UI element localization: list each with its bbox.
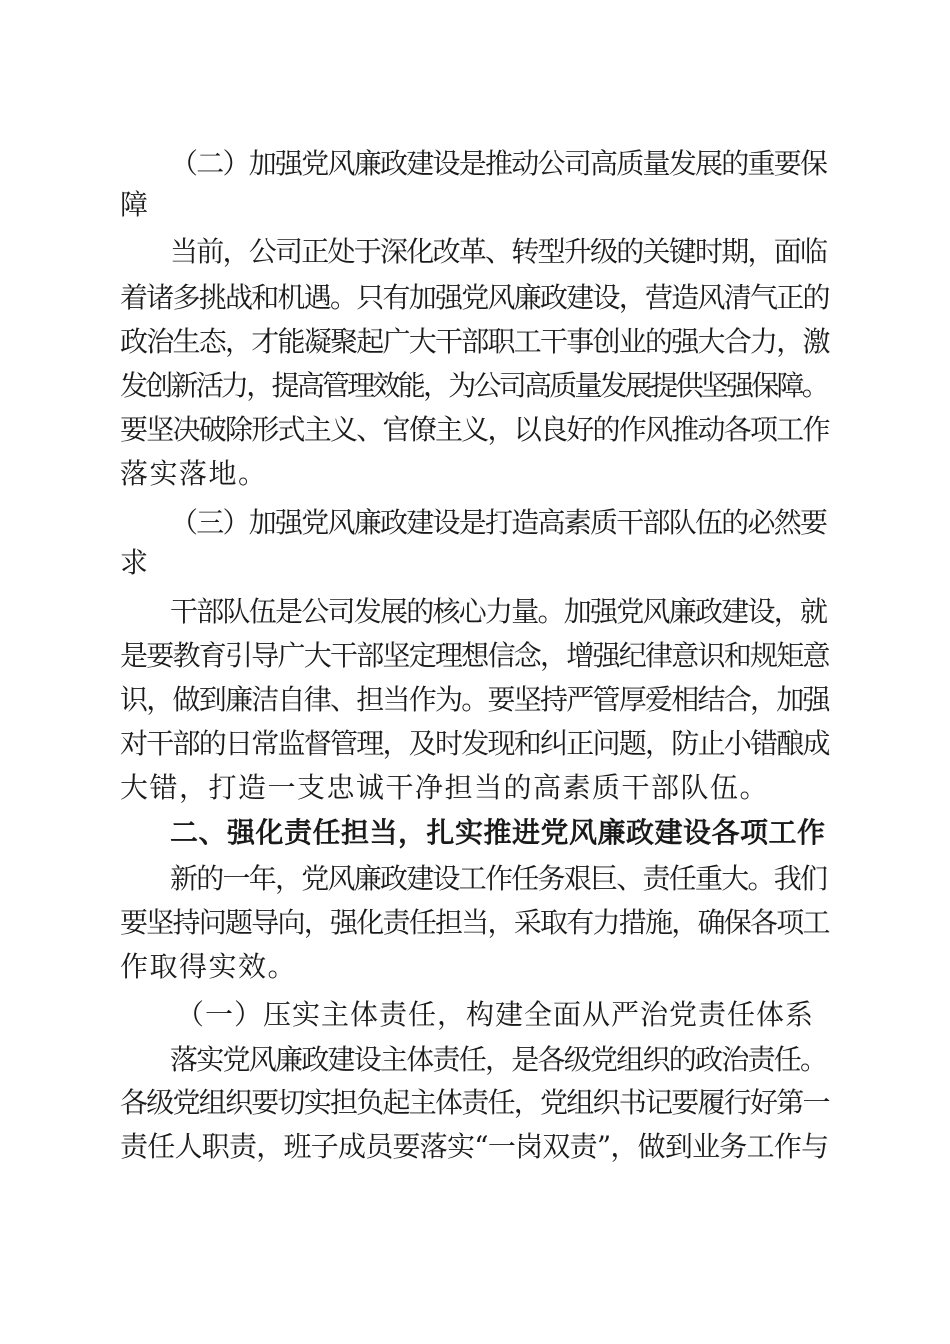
paragraph-line: 大错，打造一支忠诚干净担当的高素质干部队伍。 — [120, 771, 770, 804]
paragraph-line: 各级党组织要切实担负起主体责任，党组织书记要履行好第一 — [120, 1086, 829, 1119]
section-heading-2-line-2: 障 — [120, 188, 150, 221]
paragraph-line: 要坚持问题导向，强化责任担当，采取有力措施，确保各项工 — [120, 906, 829, 939]
paragraph-line: 政治生态，才能凝聚起广大干部职工干事创业的强大合力，激 — [120, 325, 829, 358]
chapter-heading-2: 二、强化责任担当，扎实推进党风廉政建设各项工作 — [170, 816, 826, 849]
paragraph-line: 干部队伍是公司发展的核心力量。加强党风廉政建设，就 — [170, 595, 827, 628]
paragraph-line: 作取得实效。 — [120, 950, 298, 983]
paragraph-line: 是要教育引导广大干部坚定理想信念，增强纪律意识和规矩意 — [120, 639, 829, 672]
section-heading-2-line-1: （二）加强党风廉政建设是推动公司高质量发展的重要保 — [170, 147, 827, 180]
paragraph-line: 着诸多挑战和机遇。只有加强党风廉政建设，营造风清气正的 — [120, 281, 829, 314]
section-heading-3-line-2: 求 — [120, 546, 150, 579]
section-heading-3-line-1: （三）加强党风廉政建设是打造高素质干部队伍的必然要 — [170, 506, 827, 539]
paragraph-line: 落实党风廉政建设主体责任，是各级党组织的政治责任。 — [170, 1043, 827, 1076]
paragraph-line: 要坚决破除形式主义、官僚主义，以良好的作风推动各项工作 — [120, 413, 829, 446]
subsection-heading-1: （一）压实主体责任，构建全面从严治党责任体系 — [176, 998, 815, 1031]
paragraph-line: 发创新活力，提高管理效能，为公司高质量发展提供坚强保障。 — [120, 369, 828, 402]
paragraph-line: 对干部的日常监督管理，及时发现和纠正问题，防止小错酿成 — [120, 727, 829, 760]
paragraph-line: 当前，公司正处于深化改革、转型升级的关键时期，面临 — [170, 235, 827, 268]
paragraph-line: 识，做到廉洁自律、担当作为。要坚持严管厚爱相结合，加强 — [120, 683, 829, 716]
paragraph-line: 新的一年，党风廉政建设工作任务艰巨、责任重大。我们 — [170, 862, 827, 895]
paragraph-line: 落实落地。 — [120, 457, 268, 490]
paragraph-line: 责任人职责，班子成员要落实“一岗双责”，做到业务工作与 — [120, 1130, 829, 1163]
